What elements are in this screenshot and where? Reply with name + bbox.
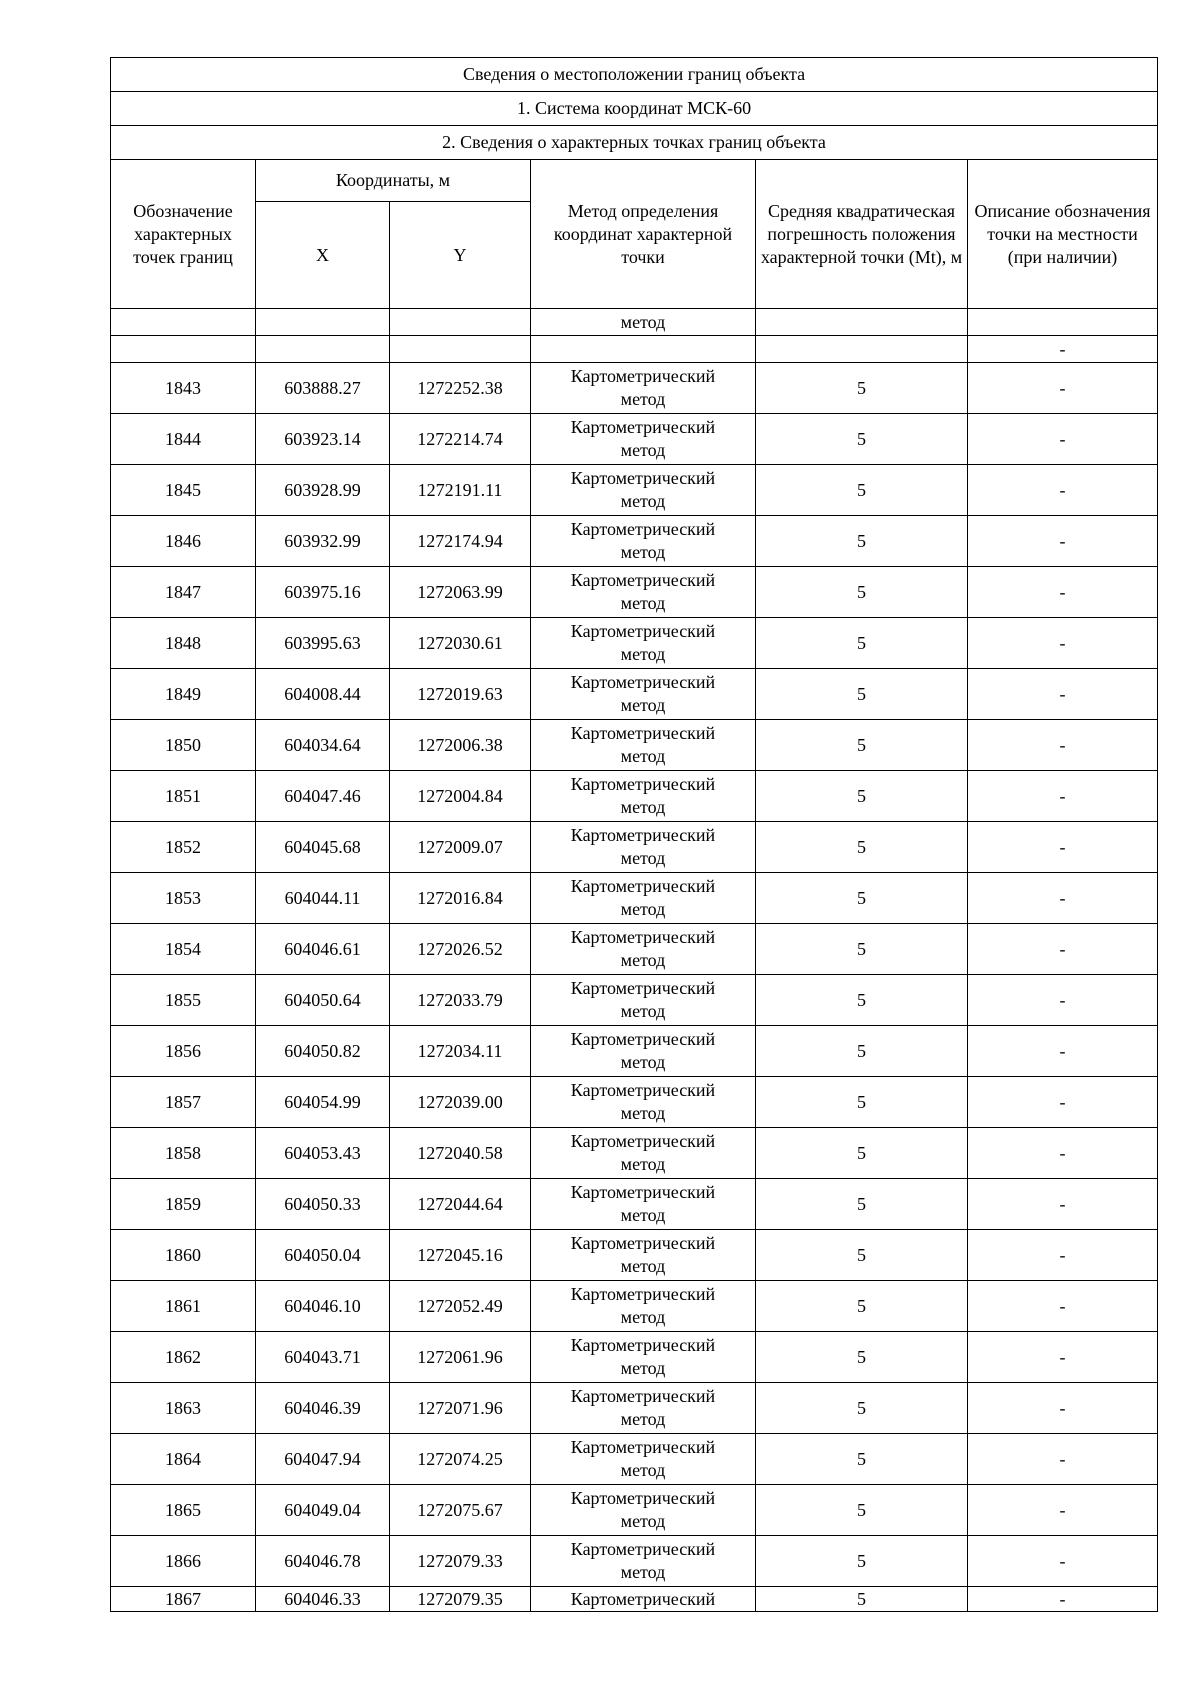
method-cell (531, 1485, 756, 1536)
description-cell: - (968, 1230, 1158, 1281)
description-cell: - (968, 822, 1158, 873)
description-cell: - (968, 1332, 1158, 1383)
y-cell: 1272214.74 (390, 414, 531, 465)
y-cell: 1272019.63 (390, 669, 531, 720)
y-cell: 1272079.35 (390, 1587, 531, 1612)
point-id-cell: 1865 (111, 1485, 256, 1536)
table-title: Сведения о местоположении границ объекта (111, 58, 1158, 92)
y-cell: 1272039.00 (390, 1077, 531, 1128)
table-row (111, 1179, 1158, 1230)
method-line: метод (620, 389, 666, 409)
method-line: метод (620, 1001, 666, 1021)
point-id-cell: 1861 (111, 1281, 256, 1332)
y-cell: 1272026.52 (390, 924, 531, 975)
description-cell: - (968, 1434, 1158, 1485)
accuracy-cell: 5 (756, 363, 968, 414)
x-cell: 603932.99 (256, 516, 390, 567)
description-cell: - (968, 1179, 1158, 1230)
description-cell: - (968, 873, 1158, 924)
table-row (111, 1026, 1158, 1077)
accuracy-cell: 5 (756, 1281, 968, 1332)
method-line: Картометрический (570, 672, 716, 692)
method-line: метод (620, 848, 666, 868)
description-cell: - (968, 1536, 1158, 1587)
point-id-cell: 1853 (111, 873, 256, 924)
col-header-method: Метод определения координат характерной точки (531, 160, 756, 309)
point-id-cell: 1859 (111, 1179, 256, 1230)
table-row (111, 924, 1158, 975)
method-line: метод (620, 1409, 666, 1429)
y-cell: 1272016.84 (390, 873, 531, 924)
method-line: Картометрический (570, 1539, 716, 1559)
accuracy-cell: 5 (756, 720, 968, 771)
description-cell: - (968, 414, 1158, 465)
method-line: метод (620, 1307, 666, 1327)
method-cell (531, 720, 756, 771)
x-cell: 604046.39 (256, 1383, 390, 1434)
table-row (111, 1536, 1158, 1587)
method-line: Картометрический (570, 1233, 716, 1253)
method-cell: метод (531, 309, 756, 336)
description-cell: - (968, 516, 1158, 567)
table-row (111, 822, 1158, 873)
x-cell: 604008.44 (256, 669, 390, 720)
y-cell: 1272040.58 (390, 1128, 531, 1179)
y-cell: 1272030.61 (390, 618, 531, 669)
method-line: Картометрический (570, 417, 716, 437)
description-cell: - (968, 975, 1158, 1026)
method-line: метод (620, 746, 666, 766)
point-id-cell: 1858 (111, 1128, 256, 1179)
y-cell: 1272079.33 (390, 1536, 531, 1587)
method-line: метод (620, 1052, 666, 1072)
table-row (111, 1485, 1158, 1536)
method-line: метод (620, 1460, 666, 1480)
x-cell: 604046.10 (256, 1281, 390, 1332)
table-row (111, 618, 1158, 669)
method-line: Картометрический (570, 1284, 716, 1304)
method-cell: Картометрический (531, 1587, 756, 1612)
y-cell: 1272045.16 (390, 1230, 531, 1281)
x-cell: 603995.63 (256, 618, 390, 669)
table-row (111, 363, 1158, 414)
point-id-cell: 1867 (111, 1587, 256, 1612)
method-line: метод (620, 1256, 666, 1276)
method-cell (531, 1026, 756, 1077)
description-cell (968, 309, 1158, 336)
description-cell: - (968, 363, 1158, 414)
table-row (111, 1128, 1158, 1179)
description-cell: - (968, 1128, 1158, 1179)
method-line: метод (620, 491, 666, 511)
y-cell: 1272252.38 (390, 363, 531, 414)
accuracy-cell: 5 (756, 873, 968, 924)
x-cell: 604044.11 (256, 873, 390, 924)
accuracy-cell: 5 (756, 1026, 968, 1077)
method-cell (531, 1383, 756, 1434)
table-row (111, 516, 1158, 567)
method-cell (531, 414, 756, 465)
point-id-cell: 1854 (111, 924, 256, 975)
y-cell: 1272006.38 (390, 720, 531, 771)
description-cell: - (968, 924, 1158, 975)
description-cell: - (968, 771, 1158, 822)
y-cell: 1272075.67 (390, 1485, 531, 1536)
description-cell: - (968, 669, 1158, 720)
method-line: Картометрический (570, 621, 716, 641)
col-header-accuracy: Средняя квадратическая погрешность положения характерной точки (Mt), м (756, 160, 968, 309)
y-cell: 1272034.11 (390, 1026, 531, 1077)
x-cell: 604049.04 (256, 1485, 390, 1536)
description-cell: - (968, 465, 1158, 516)
table-row (111, 414, 1158, 465)
col-header-point: Обозначение характерных точек границ (111, 160, 256, 309)
x-cell: 603928.99 (256, 465, 390, 516)
accuracy-cell: 5 (756, 618, 968, 669)
x-cell: 604045.68 (256, 822, 390, 873)
accuracy-cell: 5 (756, 924, 968, 975)
method-cell (531, 465, 756, 516)
method-line: Картометрический (570, 1182, 716, 1202)
accuracy-cell: 5 (756, 1383, 968, 1434)
x-cell: 604050.82 (256, 1026, 390, 1077)
col-header-y: Y (390, 202, 531, 309)
x-cell: 603975.16 (256, 567, 390, 618)
y-cell: 1272052.49 (390, 1281, 531, 1332)
method-line: метод (620, 440, 666, 460)
method-cell (531, 669, 756, 720)
method-cell (531, 975, 756, 1026)
method-line: Картометрический (570, 1335, 716, 1355)
table-row (111, 465, 1158, 516)
accuracy-cell: 5 (756, 1128, 968, 1179)
method-cell (531, 924, 756, 975)
point-id-cell: 1845 (111, 465, 256, 516)
table-row (111, 771, 1158, 822)
point-id-cell: 1848 (111, 618, 256, 669)
point-id-cell: 1849 (111, 669, 256, 720)
method-cell (531, 567, 756, 618)
x-cell: 604047.46 (256, 771, 390, 822)
y-cell: 1272004.84 (390, 771, 531, 822)
table-row (111, 1332, 1158, 1383)
method-cell (531, 1230, 756, 1281)
table-row (111, 309, 1158, 336)
method-line: Картометрический (570, 1080, 716, 1100)
section-title: 2. Сведения о характерных точках границ объекта (111, 126, 1158, 160)
method-cell (531, 1332, 756, 1383)
method-cell (531, 1536, 756, 1587)
table-row (111, 1230, 1158, 1281)
method-line: Картометрический (570, 570, 716, 590)
method-line: Картометрический (570, 876, 716, 896)
accuracy-cell: 5 (756, 516, 968, 567)
method-line: Картометрический (570, 468, 716, 488)
col-header-coords: Координаты, м (256, 160, 531, 202)
method-line: метод (620, 899, 666, 919)
method-line: Картометрический (570, 519, 716, 539)
y-cell: 1272061.96 (390, 1332, 531, 1383)
coord-system-title: 1. Система координат МСК-60 (111, 92, 1158, 126)
description-cell: - (968, 567, 1158, 618)
x-cell: 604046.61 (256, 924, 390, 975)
point-id-cell: 1855 (111, 975, 256, 1026)
x-cell: 604046.33 (256, 1587, 390, 1612)
table-row (111, 873, 1158, 924)
boundary-points-table (110, 57, 1158, 1612)
table-row (111, 1281, 1158, 1332)
description-cell: - (968, 1281, 1158, 1332)
y-cell: 1272074.25 (390, 1434, 531, 1485)
description-cell: - (968, 1587, 1158, 1612)
accuracy-cell: 5 (756, 567, 968, 618)
y-cell: 1272174.94 (390, 516, 531, 567)
point-id-cell: 1844 (111, 414, 256, 465)
method-line: метод (620, 1358, 666, 1378)
method-line: метод (620, 542, 666, 562)
accuracy-cell: 5 (756, 1485, 968, 1536)
method-line: Картометрический (570, 825, 716, 845)
method-line: метод (620, 950, 666, 970)
accuracy-cell: 5 (756, 1587, 968, 1612)
accuracy-cell: 5 (756, 975, 968, 1026)
point-id-cell: 1847 (111, 567, 256, 618)
method-line: Картометрический (570, 1131, 716, 1151)
x-cell: 604050.64 (256, 975, 390, 1026)
description-cell: - (968, 1383, 1158, 1434)
col-header-x: X (256, 202, 390, 309)
method-cell (531, 771, 756, 822)
point-id-cell: 1851 (111, 771, 256, 822)
point-id-cell: 1852 (111, 822, 256, 873)
accuracy-cell: 5 (756, 1536, 968, 1587)
method-cell (531, 336, 756, 363)
description-cell: - (968, 618, 1158, 669)
method-cell (531, 1434, 756, 1485)
x-cell: 604034.64 (256, 720, 390, 771)
accuracy-cell: 5 (756, 1434, 968, 1485)
method-line: метод (620, 695, 666, 715)
y-cell: 1272009.07 (390, 822, 531, 873)
point-id-cell: 1860 (111, 1230, 256, 1281)
description-cell: - (968, 1077, 1158, 1128)
method-cell (531, 363, 756, 414)
x-cell: 604047.94 (256, 1434, 390, 1485)
description-cell: - (968, 1485, 1158, 1536)
y-cell: 1272191.11 (390, 465, 531, 516)
point-id-cell: 1862 (111, 1332, 256, 1383)
point-id-cell: 1864 (111, 1434, 256, 1485)
point-id-cell: 1850 (111, 720, 256, 771)
accuracy-cell: 5 (756, 1077, 968, 1128)
x-cell: 604050.04 (256, 1230, 390, 1281)
point-id-cell: 1866 (111, 1536, 256, 1587)
x-cell: 603888.27 (256, 363, 390, 414)
method-cell (531, 516, 756, 567)
method-cell (531, 1281, 756, 1332)
table-row (111, 1434, 1158, 1485)
table-row (111, 975, 1158, 1026)
method-cell (531, 1077, 756, 1128)
description-cell: - (968, 336, 1158, 363)
method-line: Картометрический (570, 978, 716, 998)
x-cell: 603923.14 (256, 414, 390, 465)
point-id-cell: 1863 (111, 1383, 256, 1434)
accuracy-cell: 5 (756, 465, 968, 516)
method-line: Картометрический (570, 927, 716, 947)
y-cell: 1272063.99 (390, 567, 531, 618)
table-row (111, 669, 1158, 720)
x-cell: 604050.33 (256, 1179, 390, 1230)
accuracy-cell: 5 (756, 669, 968, 720)
method-line: метод (620, 1205, 666, 1225)
table-row (111, 1077, 1158, 1128)
point-id-cell: 1856 (111, 1026, 256, 1077)
method-line: Картометрический (570, 1488, 716, 1508)
method-line: метод (620, 644, 666, 664)
method-line: Картометрический (570, 774, 716, 794)
accuracy-cell: 5 (756, 1332, 968, 1383)
method-line: метод (620, 1154, 666, 1174)
method-line: метод (620, 1103, 666, 1123)
x-cell: 604053.43 (256, 1128, 390, 1179)
y-cell: 1272044.64 (390, 1179, 531, 1230)
method-cell (531, 1179, 756, 1230)
x-cell: 604046.78 (256, 1536, 390, 1587)
accuracy-cell: 5 (756, 1179, 968, 1230)
x-cell: 604054.99 (256, 1077, 390, 1128)
table-row (111, 1383, 1158, 1434)
method-cell (531, 1128, 756, 1179)
method-line: Картометрический (570, 1437, 716, 1457)
method-line: метод (620, 797, 666, 817)
accuracy-cell: 5 (756, 1230, 968, 1281)
method-cell (531, 618, 756, 669)
accuracy-cell: 5 (756, 822, 968, 873)
method-line: метод (620, 1511, 666, 1531)
description-cell: - (968, 720, 1158, 771)
y-cell: 1272033.79 (390, 975, 531, 1026)
method-line: метод (620, 1562, 666, 1582)
method-line: Картометрический (570, 723, 716, 743)
table-row (111, 720, 1158, 771)
table-row (111, 1587, 1158, 1612)
point-id-cell: 1843 (111, 363, 256, 414)
col-header-description: Описание обозначения точки на местности (при наличии) (968, 160, 1158, 309)
point-id-cell: 1846 (111, 516, 256, 567)
accuracy-cell: 5 (756, 414, 968, 465)
point-id-cell: 1857 (111, 1077, 256, 1128)
method-line: Картометрический (570, 1386, 716, 1406)
description-cell: - (968, 1026, 1158, 1077)
method-cell (531, 873, 756, 924)
method-line: Картометрический (570, 1029, 716, 1049)
table-row (111, 567, 1158, 618)
accuracy-cell: 5 (756, 771, 968, 822)
method-line: Картометрический (570, 366, 716, 386)
y-cell: 1272071.96 (390, 1383, 531, 1434)
table-row (111, 336, 1158, 363)
method-cell (531, 822, 756, 873)
x-cell: 604043.71 (256, 1332, 390, 1383)
method-line: метод (620, 593, 666, 613)
